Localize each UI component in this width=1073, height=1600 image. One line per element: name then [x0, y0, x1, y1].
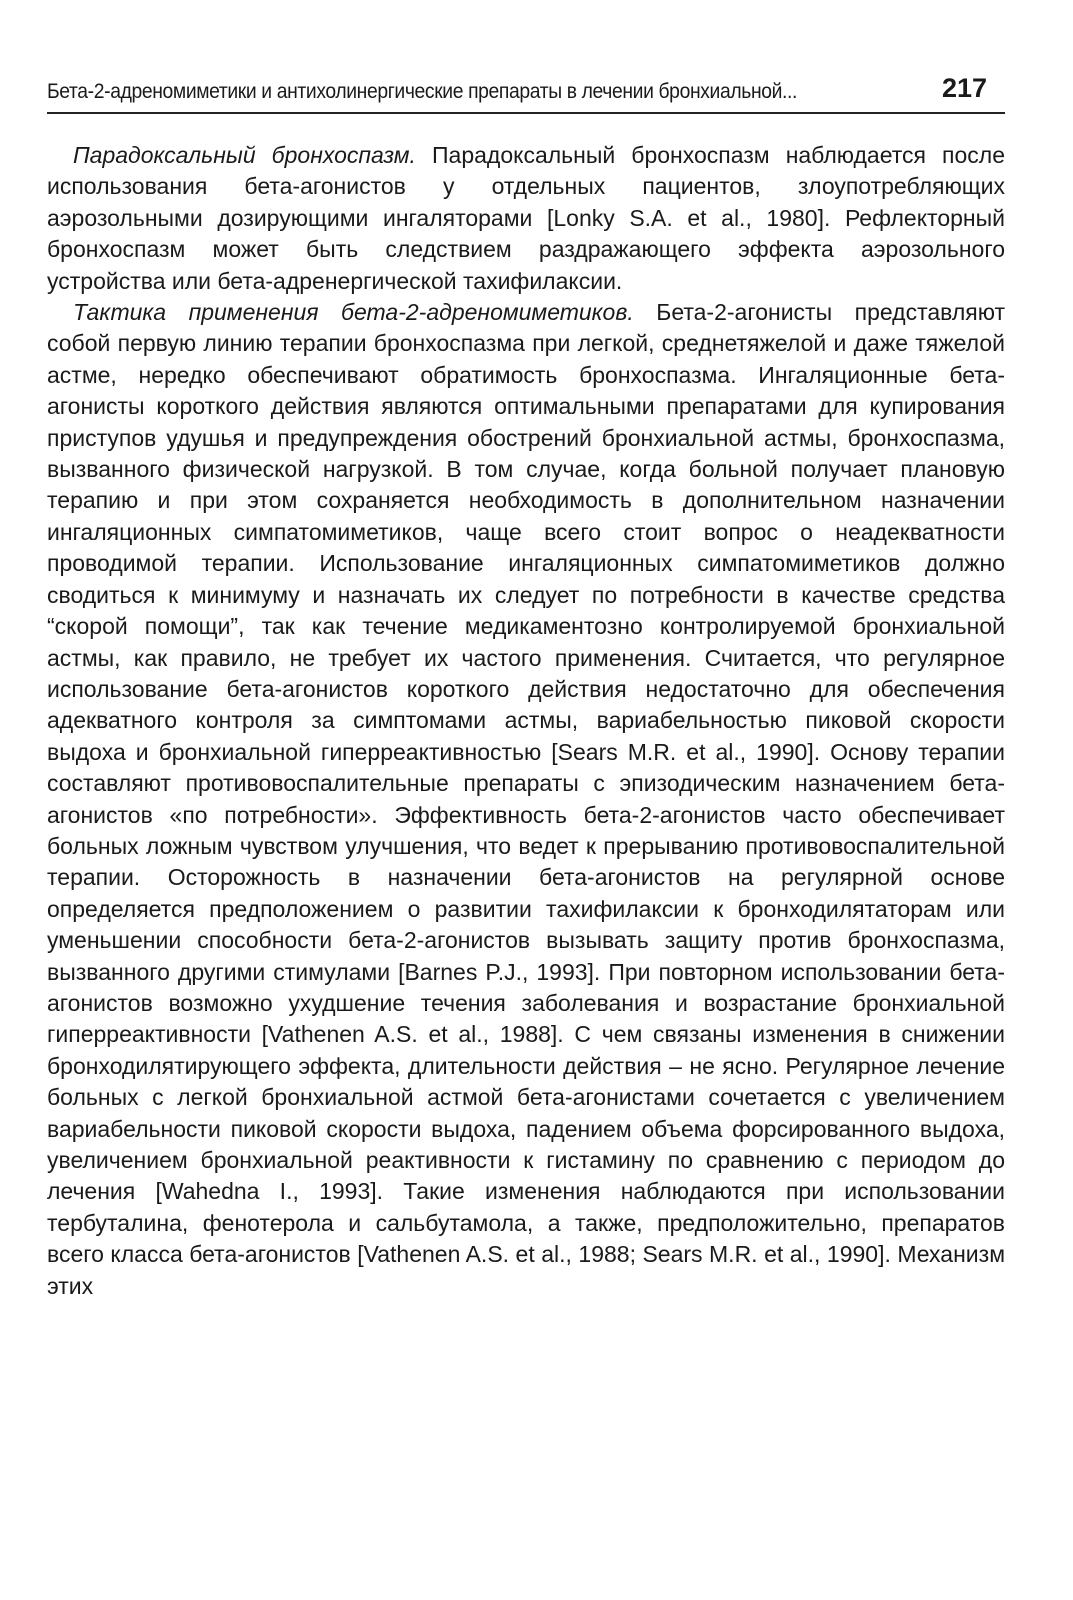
running-title: Бета-2-адреномиметики и антихолинергические препараты в лечении бронхиальной...	[47, 80, 798, 103]
paragraph-paradoxical-bronchospasm	[47, 140, 1005, 297]
book-page	[47, 64, 1005, 1584]
paragraph-text: Парадоксальный бронхоспазм наблюдается после использования бета-агонистов у отдельных пациентов, злоупотребляющих аэрозольными дозирующими ингаляторами [Lonky S.A. et al., 1980]. Рефлекторный бронхоспазм может быть следствием раздражающего эффекта аэрозольного устройства или бета-адренергической тахифилаксии.	[47, 142, 1005, 294]
body-text	[47, 140, 1005, 1302]
paragraph-lead: Тактика применения бета-2-адреномиметиков.	[73, 299, 634, 326]
paragraph-lead: Парадоксальный бронхоспазм.	[73, 142, 416, 168]
paragraph-text: Бета-2-агонисты представляют собой первую линию терапии бронхоспазма при легкой, среднетяжелой и даже тяжелой астме, нередко обеспечивают обратимость бронхоспазма. Ингаляционные бета-агонисты короткого действия являются оптимальными препаратами для купирования приступов удушья и предупреждения обострений бронхиальной астмы, бронхоспазма, вызванного физической нагрузкой. В том случае, когда больной получает плановую терапию и при этом сохраняется необходимость в дополнительном назначении ингаляционных симпатомиметиков, чаще всего стоит вопрос о неадекватности проводимой терапии. Использование ингаляционных симпатомиметиков должно сводиться к минимуму и назначать их следует по потребности в качестве средства “скорой помощи”, так как течение медикаментозно контролируемой бронхиальной астмы, как правило, не требует их частого применения. Считается, что регулярное использование бета-агонистов короткого действия недостаточно для обеспечения адекватного контроля за симптомами астмы, вариабельностью пиковой скорости выдоха и бронхиальной гиперреактивностью [Sears M.R. et al., 1990]. Основу терапии составляют противовоспалительные препараты с эпизодическим назначением бета-агонистов «по потребности». Эффективность бета-2-агонистов часто обеспечивает больных ложным чувством улучшения, что ведет к прерыванию противовоспалительной терапии. Осторожность в назначении бета-агонистов на регулярной основе определяется предположением о развитии тахифилаксии к бронходилятаторам или уменьшении способности бета-2-агонистов вызывать защиту против бронхоспазма, вызванного другими стимулами [Barnes P.J., 1993]. При повторном использовании бета-агонистов возможно ухудшение течения заболевания и возрастание бронхиальной гиперреактивности [Vathenen A.S. et al., 1988]. С чем связаны изменения в снижении бронходилятирующего эффекта, длительности действия – не ясно. Регулярное лечение больных с легкой бронхиальной астмой бета-агонистами сочетается с увеличением вариабельности пиковой скорости выдоха, падением объема форсированного выдоха, увеличением бронхиальной реактивности к гистамину по сравнению с периодом до лечения [Wahedna I., 1993]. Такие изменения наблюдаются при использовании тербуталина, фенотерола и сальбутамола, а также, предположительно, препаратов всего класса бета-агонистов [Vathenen A.S. et al., 1988; Sears M.R. et al., 1990]. Механизм этих	[47, 299, 1005, 1299]
paragraph-tactics	[47, 297, 1005, 1302]
page-number: 217	[941, 73, 987, 103]
running-header	[47, 64, 1005, 114]
